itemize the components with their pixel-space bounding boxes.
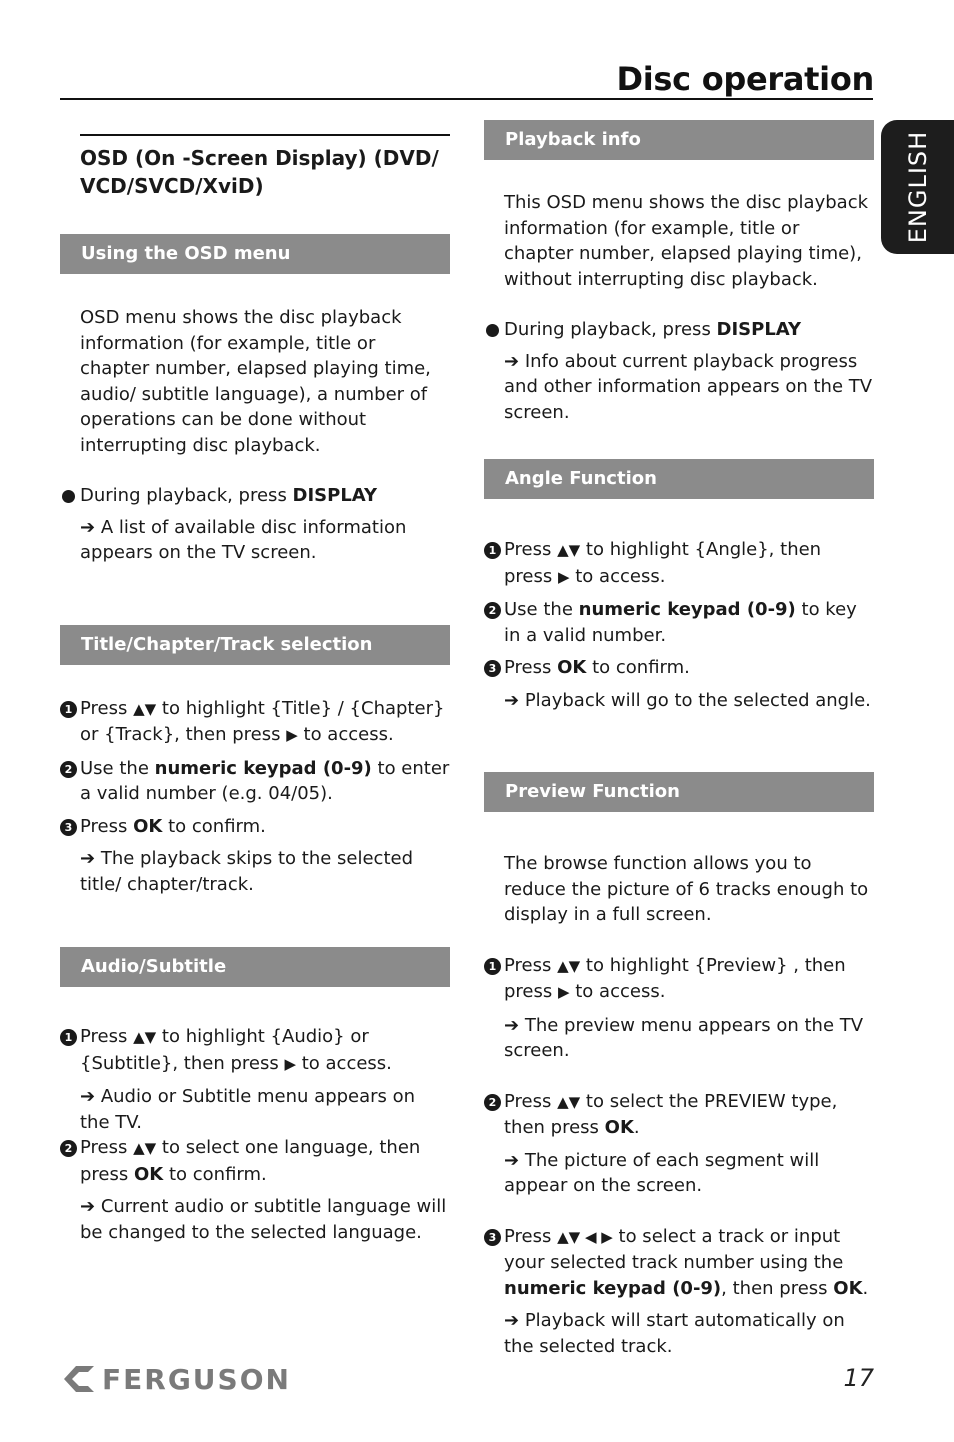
- arrow-right-icon: ➔: [80, 848, 96, 869]
- preview-result-2: ➔ The picture of each segment will appear on the screen.: [504, 1149, 820, 1196]
- audio-step-1: 1 Press ▲▼ to highlight {Audio} or {Subtitle}, then press ▶ to access.: [60, 1024, 450, 1077]
- preview-step-2: 2 Press ▲▼ to select the PREVIEW type, then press OK.: [484, 1089, 874, 1141]
- play-arrow-icon: ▶: [557, 983, 570, 1001]
- preview-step-1: 1 Press ▲▼ to highlight {Preview} , then press ▶ to access.: [484, 953, 874, 1006]
- heading-angle-function: Angle Function: [484, 459, 874, 499]
- angle-step-3: 3 Press OK to confirm.: [484, 655, 874, 681]
- step-2-icon: 2: [484, 1094, 501, 1111]
- play-arrow-icon: ▶: [284, 1054, 296, 1073]
- left-column: [60, 100, 450, 1245]
- language-tab: [881, 120, 954, 254]
- using-osd-bullet: During playback, press DISPLAY: [60, 483, 450, 509]
- step-1-icon: 1: [60, 701, 77, 718]
- arrow-right-icon: ➔: [504, 350, 520, 372]
- up-down-arrow-icon: ▲▼: [133, 1028, 157, 1046]
- arrow-right-icon: ➔: [504, 1149, 520, 1171]
- heading-audio-subtitle: Audio/Subtitle: [60, 947, 450, 987]
- osd-section-title: OSD (On -Screen Display) (DVD/ VCD/SVCD/XviD): [80, 146, 439, 198]
- step-1-icon: 1: [484, 958, 501, 975]
- step-2-icon: 2: [60, 761, 77, 778]
- title-step-1: 1 Press ▲▼ to highlight {Title} / {Chapter} or {Track}, then press ▶ to access.: [60, 696, 450, 749]
- title-result: ➔ The playback skips to the selected title/ chapter/track.: [80, 848, 413, 895]
- step-3-icon: 3: [60, 819, 77, 836]
- arrow-right-icon: ➔: [80, 1086, 96, 1107]
- angle-result: ➔ Playback will go to the selected angle.: [504, 689, 871, 711]
- up-down-arrow-icon: ▲▼: [557, 541, 581, 559]
- section-rule: [80, 134, 450, 136]
- preview-body: The browse function allows you to reduce the picture of 6 tracks enough to display in a full screen.: [504, 853, 869, 925]
- bullet-icon: [486, 324, 499, 337]
- step-2-icon: 2: [60, 1140, 77, 1157]
- up-down-arrow-icon: ▲▼: [133, 699, 157, 718]
- play-arrow-icon: ▶: [557, 567, 570, 586]
- arrow-right-icon: ➔: [504, 1310, 520, 1331]
- step-1-icon: 1: [484, 542, 501, 559]
- up-down-arrow-icon: ▲▼: [557, 956, 581, 975]
- page-title: Disc operation: [616, 60, 874, 98]
- preview-step-3: 3 Press ▲▼ ◀ ▶ to select a track or input your selected track number using the numeric keypad (0-9), then press OK.: [484, 1224, 874, 1302]
- title-step-2: 2 Use the numeric keypad (0-9) to enter a valid number (e.g. 04/05).: [60, 756, 450, 807]
- heading-title-selection: Title/Chapter/Track selection: [60, 625, 450, 665]
- four-way-arrow-icon: ▲▼ ◀ ▶: [557, 1227, 613, 1246]
- heading-preview-function: Preview Function: [484, 772, 874, 812]
- ferguson-logo-icon: [62, 1364, 96, 1394]
- arrow-right-icon: ➔: [504, 689, 520, 711]
- playback-bullet: During playback, press DISPLAY: [484, 317, 874, 343]
- audio-step-2: 2 Press ▲▼ to select one language, then press OK to confirm.: [60, 1135, 450, 1187]
- bullet-icon: [62, 490, 75, 503]
- arrow-right-icon: ➔: [80, 516, 96, 538]
- playback-result: ➔ Info about current playback progress and other information appears on the TV screen.: [504, 350, 873, 423]
- language-label: ENGLISH: [903, 130, 932, 244]
- arrow-right-icon: ➔: [80, 1196, 96, 1217]
- audio-result-1: ➔ Audio or Subtitle menu appears on the TV.: [80, 1086, 416, 1133]
- angle-step-1: 1 Press ▲▼ to highlight {Angle}, then press ▶ to access.: [484, 537, 874, 590]
- heading-playback-info: Playback info: [484, 120, 874, 160]
- using-osd-body: OSD menu shows the disc playback information (for example, title or chapter number, elapsed playing time, audio/ subtitle language), a number of operations can be done without interrupting disc playback.: [80, 307, 431, 456]
- preview-result-1: ➔ The preview menu appears on the TV screen.: [504, 1014, 864, 1061]
- angle-step-2: 2 Use the numeric keypad (0-9) to key in a valid number.: [484, 597, 874, 648]
- preview-result-3: ➔ Playback will start automatically on the selected track.: [504, 1310, 845, 1357]
- playback-body: This OSD menu shows the disc playback information (for example, title or chapter number, elapsed playing time), without interrupting disc playback.: [504, 192, 869, 290]
- page-number: 17: [843, 1364, 874, 1392]
- step-1-icon: 1: [60, 1029, 77, 1046]
- using-osd-result: ➔ A list of available disc information appears on the TV screen.: [80, 516, 407, 563]
- step-2-icon: 2: [484, 602, 501, 619]
- brand-name: FERGUSON: [102, 1362, 291, 1396]
- step-3-icon: 3: [484, 1229, 501, 1246]
- title-step-3: 3 Press OK to confirm.: [60, 814, 450, 840]
- arrow-right-icon: ➔: [504, 1014, 520, 1036]
- right-column: [484, 100, 874, 1359]
- heading-using-osd: Using the OSD menu: [60, 234, 450, 274]
- up-down-arrow-icon: ▲▼: [557, 1092, 581, 1111]
- play-arrow-icon: ▶: [286, 726, 298, 744]
- audio-result-2: ➔ Current audio or subtitle language will be changed to the selected language.: [80, 1196, 447, 1243]
- up-down-arrow-icon: ▲▼: [133, 1139, 157, 1157]
- ferguson-logo: [62, 1362, 291, 1396]
- step-3-icon: 3: [484, 660, 501, 677]
